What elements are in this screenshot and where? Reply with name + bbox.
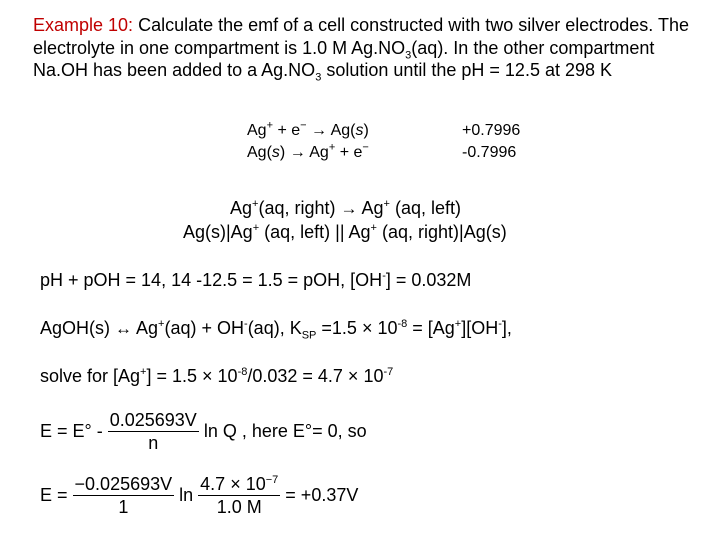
cell2-sup-a: + <box>252 222 260 234</box>
ksp-f-sup: + <box>454 318 462 330</box>
hr1-mid: + e <box>273 122 301 139</box>
hr2-arrow: → <box>289 144 306 161</box>
solve-b-sup: -8 <box>237 366 248 378</box>
cell1-arrow: → <box>340 199 358 218</box>
example-label: Example 10: <box>33 15 134 35</box>
cell-notation <box>183 222 507 243</box>
intro-text-2: (aq). In the other compartment Na.OH has been added to a Ag.NO <box>33 37 655 80</box>
cell2-c: (aq, right)|Ag(s) <box>376 222 507 242</box>
cell2-b: (aq, left) || Ag <box>259 222 371 242</box>
intro-text-1: Calculate the emf of a cell constructed with two silver electrodes. The electrolyte in one compartment is 1.0 M Ag.NO <box>33 15 689 58</box>
ksp-a: AgOH(s) <box>40 318 116 338</box>
nernst-num: 0.025693V <box>109 410 197 430</box>
half-reaction-2 <box>247 142 369 164</box>
ksp-d: (aq), K <box>247 318 302 338</box>
hr2-lhs-b: ) <box>279 144 286 161</box>
half-reaction-1-potential: +0.7996 <box>462 122 521 139</box>
hr2-lhs-a: Ag( <box>247 144 272 161</box>
cell1-a: Ag <box>230 198 253 218</box>
hr1-mid-sup: − <box>300 119 307 132</box>
hr1-lhs-sup: + <box>266 119 274 132</box>
half-reaction-2-potential: -0.7996 <box>462 144 517 161</box>
hr2-rhs: Ag <box>309 144 329 161</box>
nernst-equation <box>40 409 367 454</box>
poh-tail: ] = 0.032M <box>385 270 472 290</box>
hr2-lhs-i: s <box>271 144 280 161</box>
solve-b: ] = 1.5 × 10 <box>146 366 238 386</box>
hr2-rhs-tail: + e <box>335 144 363 161</box>
solve-a-sup: + <box>140 366 147 378</box>
hr1-rhs-b: ) <box>363 122 369 139</box>
solve-line <box>40 366 393 387</box>
overall-reaction <box>230 198 461 219</box>
ksp-c-sup: - <box>244 318 248 330</box>
result-lhs: E = <box>40 485 73 505</box>
result-tail: = +0.37V <box>285 485 359 505</box>
ksp-b-sup: + <box>158 318 165 330</box>
hr1-rhs-a: Ag( <box>330 122 356 139</box>
intro-sub-3b: 3 <box>315 71 322 84</box>
cell2-sup-b: + <box>370 222 377 234</box>
result-fraction-1 <box>73 473 175 518</box>
ksp-c: (aq) + OH <box>164 318 245 338</box>
poh-sup: - <box>382 270 386 282</box>
ksp-f: = [Ag <box>407 318 455 338</box>
ksp-k-sub: SP <box>301 329 317 342</box>
cell1-sup-b: + <box>383 198 390 210</box>
ksp-line <box>40 318 512 342</box>
nernst-lhs: E = E° - <box>40 421 108 441</box>
nernst-fraction <box>108 409 199 454</box>
hr1-arrow: → <box>311 122 328 139</box>
result-ln: ln <box>179 485 194 505</box>
ksp-arrow: ↔ <box>115 319 133 338</box>
ksp-e-sup: -8 <box>397 318 408 330</box>
ksp-b: Ag <box>132 318 159 338</box>
result-den1: 1 <box>118 497 129 517</box>
result-num2 <box>198 473 280 496</box>
result-num2-a: 4.7 × 10 <box>200 474 266 494</box>
cell2-a: Ag(s)|Ag <box>183 222 253 242</box>
nernst-tail: ln Q , here E°= 0, so <box>198 421 367 441</box>
example-intro <box>33 14 713 82</box>
solve-c: /0.032 = 4.7 × 10 <box>247 366 384 386</box>
result-fraction-2 <box>198 473 280 518</box>
ksp-h: ], <box>501 318 512 338</box>
solve-a: solve for [Ag <box>40 366 141 386</box>
poh-line <box>40 270 471 291</box>
result-num2-sup: −7 <box>265 474 279 486</box>
nernst-den: n <box>148 433 159 453</box>
cell1-d: (aq, left) <box>389 198 461 218</box>
poh-text: pH + pOH = 14, 14 -12.5 = 1.5 = pOH, [OH <box>40 270 383 290</box>
cell1-b: (aq, right) <box>258 198 341 218</box>
hr2-rhs-sup: + <box>328 141 336 154</box>
ksp-g-sup: - <box>498 318 502 330</box>
cell1-sup-a: + <box>252 198 259 210</box>
intro-text-3: solution until the pH = 12.5 at 298 K <box>321 60 613 80</box>
solve-c-sup: -7 <box>383 366 394 378</box>
hr1-lhs: Ag <box>247 122 267 139</box>
ksp-g: ][OH <box>461 318 499 338</box>
result-equation <box>40 473 358 518</box>
result-num1: −0.025693V <box>74 474 173 494</box>
hr2-rhs-tail-sup: − <box>362 141 369 154</box>
ksp-e: =1.5 × 10 <box>316 318 398 338</box>
result-den2: 1.0 M <box>216 497 262 517</box>
intro-sub-3a: 3 <box>405 49 412 62</box>
half-reaction-1 <box>247 120 369 142</box>
hr1-rhs-i: s <box>355 122 364 139</box>
cell1-c: Ag <box>357 198 384 218</box>
